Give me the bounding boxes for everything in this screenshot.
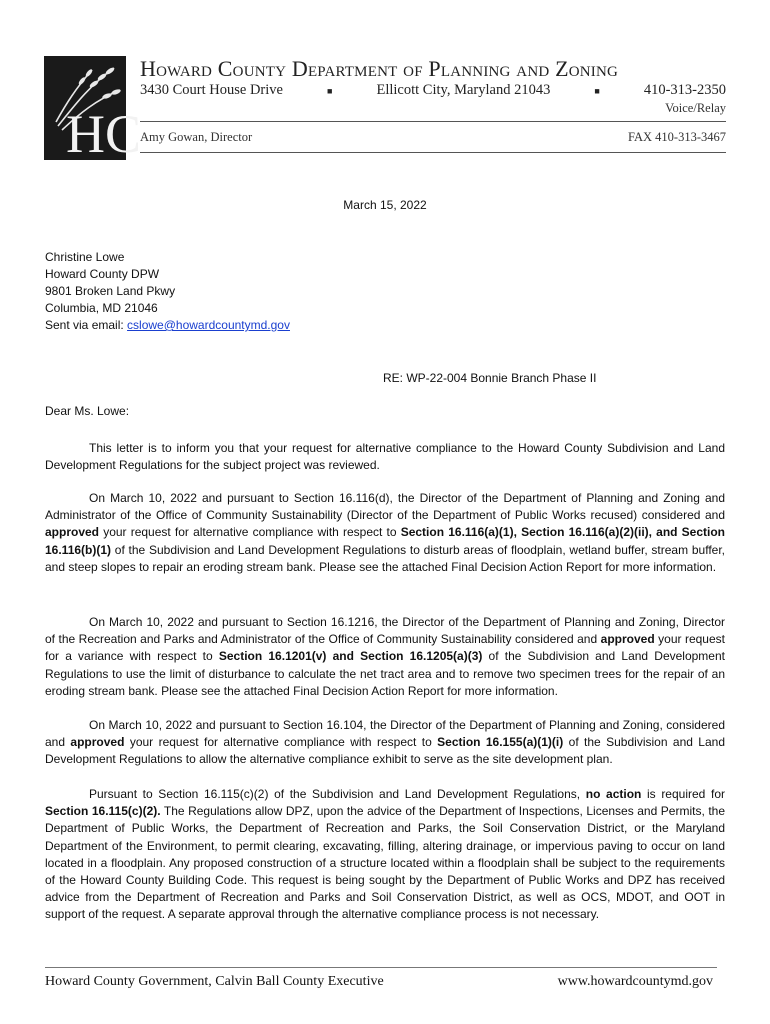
recipient-email-line	[45, 317, 290, 334]
decision-term: approved	[600, 632, 655, 647]
paragraph-text: your request for alternative compliance with respect to	[99, 525, 401, 540]
paragraph-text: On March 10, 2022 and pursuant to Section 16.116(d), the Director of the Department of Planning and Zoning and Administrator of the Office of Community Sustainability (Director of the Department of Public Works recused) considered and	[45, 491, 725, 523]
city-address: Ellicott City, Maryland 21043	[376, 82, 551, 98]
recipient-email-link[interactable]: cslowe@howardcountymd.gov	[127, 318, 290, 332]
paragraph-text: your request for alternative compliance with respect to	[124, 735, 438, 750]
paragraph-intro	[45, 440, 725, 474]
decision-term: approved	[70, 735, 125, 750]
letter-date: March 15, 2022	[343, 198, 427, 212]
paragraph-text: This letter is to inform you that your request for alternative compliance to the Howard County Subdivision and Land Development Regulations for the subject project was reviewed.	[45, 441, 725, 473]
separator-square-icon: ■	[594, 85, 600, 96]
phone-number: 410-313-2350	[643, 82, 726, 98]
director-name: Amy Gowan, Director	[140, 130, 253, 144]
department-name: Howard County Department of Planning and Zoning	[140, 56, 619, 81]
header-divider	[140, 121, 726, 122]
footer-divider	[45, 967, 717, 968]
paragraph-text: of the Subdivision and Land Development Regulations to disturb areas of floodplain, wetland buffer, stream buffer, and steep slopes to repair an eroding stream bank. Please see the attached Final Decision Action Report for more information.	[45, 542, 725, 574]
street-address: 3430 Court House Drive	[140, 82, 283, 98]
address-row	[140, 82, 726, 99]
recipient-org: Howard County DPW	[45, 267, 160, 281]
paragraph-text: The Regulations allow DPZ, upon the advice of the Department of Inspections, Licenses and Permits, the Department of Public Works, the Department of Recreation and Parks, the Soil Conservation District, or the Maryland Department of the Environment, to permit clearing, excavating, filling, altering drainage, or impervious paving to occur on land located in a floodplain. Any proposed construction of a structure located within a floodplain shall be subject to the requirements of the Howard County Building Code. This request is being sought by the Department of Public Works and DPZ has received advice from the Department of Recreation and Parks and Soil Conservation District, as well as OCS, MDOT, and OOT in support of the request. A separate approval through the alternative compliance process is not necessary.	[45, 804, 725, 922]
paragraph-text: of the Subdivision and Land Development Regulations to allow the alternative compliance exhibit to serve as the site development plan.	[45, 735, 726, 767]
decision-term: approved	[45, 525, 100, 540]
recipient-name: Christine Lowe	[45, 250, 125, 264]
salutation: Dear Ms. Lowe:	[45, 404, 130, 418]
section-reference: Section 16.115(c)(2).	[45, 804, 161, 819]
decision-term: no action	[585, 787, 642, 801]
recipient-city: Columbia, MD 21046	[45, 301, 158, 315]
wheat-hc-logo-icon	[44, 56, 142, 164]
voice-relay-label: Voice/Relay	[665, 101, 726, 115]
recipient-street: 9801 Broken Land Pkwy	[45, 284, 176, 298]
paragraph-alt-compliance-floodplain	[45, 490, 725, 576]
footer-county-government: Howard County Government, Calvin Ball County Executive	[45, 974, 384, 989]
recipient-block	[45, 249, 290, 334]
fax-number: FAX 410-313-3467	[627, 130, 726, 144]
section-reference: Section 16.1201(v) and Section 16.1205(a)(3)	[218, 649, 483, 664]
paragraph-text: On March 10, 2022 and pursuant to Section 16.1216, the Director of the Department of Planning and Zoning, Director of the Recreation and Parks and Administrator of the Office of Community Sustainability considered and	[45, 615, 725, 647]
paragraph-variance	[45, 614, 725, 700]
paragraph-site-development-plan	[45, 717, 725, 769]
paragraph-text: of the Subdivision and Land Development Regulations to use the limit of disturbance to calculate the net tract area and to remove two specimen trees for the repair of an eroding stream bank. Please see the attached Final Decision Action Report for more information.	[45, 649, 725, 698]
paragraph-text: is required for	[641, 787, 725, 801]
paragraph-text: your request for a variance with respect to	[45, 632, 725, 664]
separator-square-icon: ■	[327, 85, 333, 96]
paragraph-text: Pursuant to Section 16.115(c)(2) of the Subdivision and Land Development Regulations,	[89, 787, 586, 801]
county-logo	[44, 56, 142, 164]
header-divider	[140, 152, 726, 153]
footer-website-link[interactable]: www.howardcountymd.gov	[557, 974, 713, 989]
re-line: RE: WP-22-004 Bonnie Branch Phase II	[383, 371, 597, 385]
paragraph-text: On March 10, 2022 and pursuant to Section 16.104, the Director of the Department of Planning and Zoning, considered and	[45, 718, 725, 750]
email-prefix: Sent via email:	[45, 318, 128, 332]
section-reference: Section 16.116(a)(1), Section 16.116(a)(2)(ii), and Section 16.116(b)(1)	[45, 525, 725, 557]
director-row	[140, 130, 726, 145]
section-reference: Section 16.155(a)(1)(i)	[437, 735, 564, 750]
logo-letters: HC	[66, 104, 142, 164]
paragraph-no-action	[45, 786, 725, 924]
